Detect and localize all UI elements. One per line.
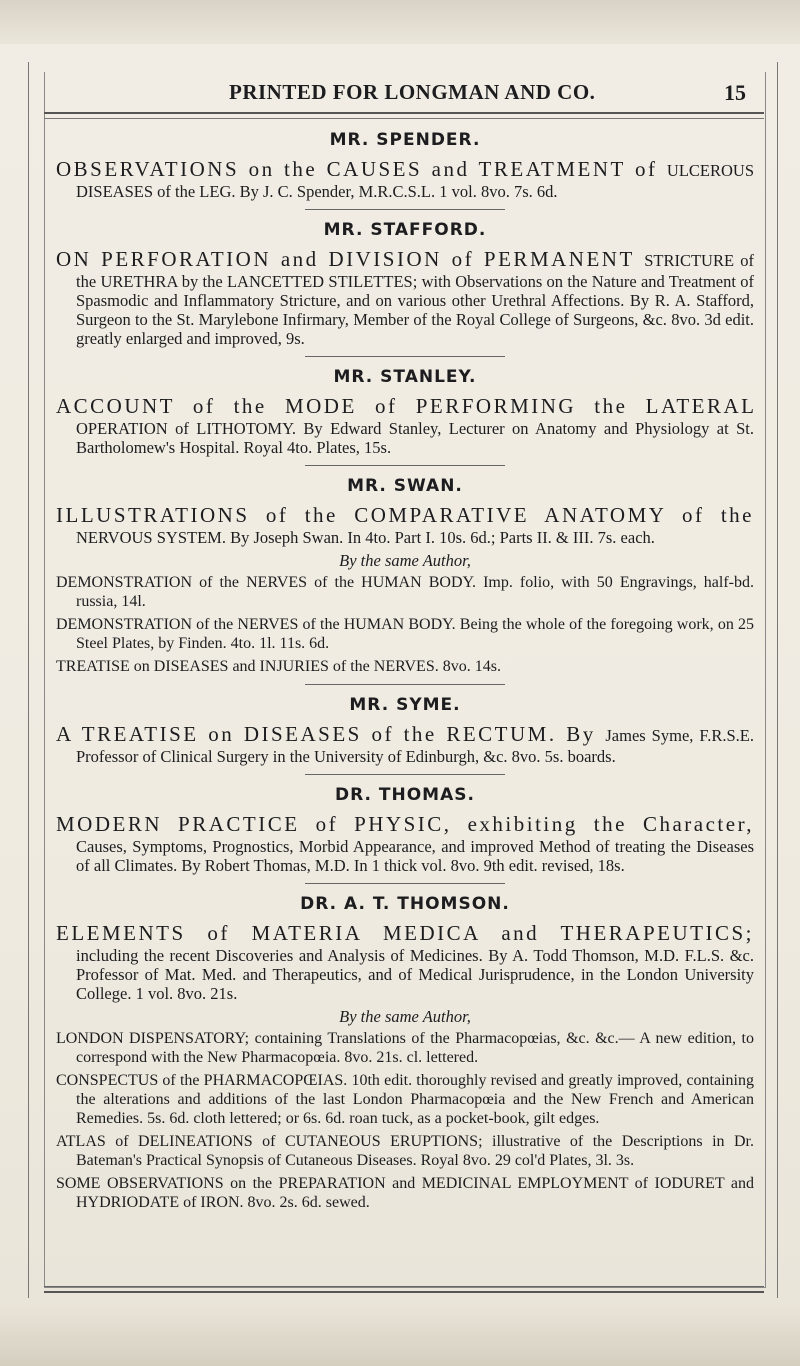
section-divider [305, 684, 505, 685]
running-head [44, 80, 764, 110]
book-entry [56, 921, 754, 1003]
section-swan [56, 476, 754, 676]
entry-text: Causes, Symptoms, Prognostics, Morbid Appearance, and improved Method of treating the Diseases of all Climates. By Robert Thomas, M.D. In 1 thick vol. 8vo. 9th edit. revised, 18s. [76, 837, 754, 875]
entry-lead: ON PERFORATION and DIVISION of PERMANENT [56, 247, 645, 271]
page-number: 15 [724, 80, 746, 105]
entry-text: OPERATION of LITHOTOMY. By Edward Stanley, Lecturer on Anatomy and Physiology at St. Bartholomew's Hospital. Royal 4to. Plates, 15s. [76, 419, 754, 457]
entry-lead: ILLUSTRATIONS of the COMPARATIVE ANATOMY of the [56, 503, 754, 527]
entry-lead: ELEMENTS of MATERIA MEDICA and THERAPEUTICS; [56, 921, 754, 945]
book-entry: DEMONSTRATION of the NERVES of the HUMAN BODY. Imp. folio, with 50 Engravings, half-bd. russia, 14l. [56, 574, 754, 610]
entry-lead: OBSERVATIONS on the CAUSES and TREATMENT of [56, 157, 667, 181]
entry-lead: ACCOUNT of the MODE of PERFORMING the LATERAL [56, 394, 754, 418]
book-entry: SOME OBSERVATIONS on the PREPARATION and MEDICINAL EMPLOYMENT of IODURET and HYDRIODATE of IRON. 8vo. 2s. 6d. sewed. [56, 1175, 754, 1211]
same-author-note: By the same Author, [339, 551, 471, 570]
entry-text: STRICTURE of the URETHRA by the LANCETTED STILETTES; with Observations on the Nature and Treatment of Spasmodic and Inflammatory Stricture, and on various other Urethral Affections. By R. A. Stafford, Surgeon to the St. Marylebone Infirmary, Member of the Royal College of Surgeons, &c. 8vo. 3d edit. greatly enlarged and improved, 9s. [76, 251, 754, 348]
same-author-note: By the same Author, [339, 1007, 471, 1026]
book-entry [56, 394, 754, 457]
page-top-edge [0, 0, 800, 44]
section-divider [305, 774, 505, 775]
section-stanley [56, 367, 754, 457]
book-entry [56, 503, 754, 547]
book-entry [56, 247, 754, 348]
page-bottom-edge [0, 1300, 800, 1366]
section-thomas [56, 785, 754, 875]
section-thomson [56, 894, 754, 1212]
entry-lead: MODERN PRACTICE of PHYSIC, exhibiting the Character, [56, 812, 754, 836]
section-spender [56, 130, 754, 201]
author-heading: DR. A. T. THOMSON. [300, 894, 510, 914]
section-divider [305, 209, 505, 210]
book-entry: LONDON DISPENSATORY; containing Translations of the Pharmacopœias, &c. &c.— A new edition, to correspond with the New Pharmacopœia. 8vo. 21s. cl. lettered. [56, 1030, 754, 1066]
author-heading: MR. STAFFORD. [323, 220, 487, 240]
running-title: PRINTED FOR LONGMAN AND CO. [229, 80, 596, 104]
book-entry: ATLAS of DELINEATIONS of CUTANEOUS ERUPTIONS; illustrative of the Descriptions in Dr. Bateman's Practical Synopsis of Cutaneous Diseases. Royal 8vo. 29 col'd Plates, 3l. 3s. [56, 1133, 754, 1169]
section-divider [305, 465, 505, 466]
author-heading: MR. SPENDER. [329, 130, 481, 150]
entry-text: ULCEROUS DISEASES of the LEG. By J. C. Spender, M.R.C.S.L. 1 vol. 8vo. 7s. 6d. [76, 161, 754, 201]
book-entry: CONSPECTUS of the PHARMACOPŒIAS. 10th edit. thoroughly revised and greatly improved, containing the alterations and additions of the last London Pharmacopœia and the New French and American Remedies. 5s. 6d. cloth lettered; or 6s. 6d. roan tuck, as a pocket-book, gilt edges. [56, 1072, 754, 1127]
header-rule [44, 112, 764, 119]
book-entry: TREATISE on DISEASES and INJURIES of the NERVES. 8vo. 14s. [56, 658, 501, 675]
entry-text: James Syme, F.R.S.E. Professor of Clinical Surgery in the University of Edinburgh, &c. 8vo. 5s. boards. [76, 726, 754, 766]
section-stafford [56, 220, 754, 348]
entry-text: including the recent Discoveries and Analysis of Medicines. By A. Todd Thomson, M.D. F.L.S. &c. Professor of Mat. Med. and Therapeutics, and of Medical Jurisprudence, in the London University College. 1 vol. 8vo. 21s. [76, 946, 754, 1003]
author-heading: MR. SYME. [349, 695, 461, 715]
author-heading: MR. STANLEY. [333, 367, 477, 387]
author-heading: DR. THOMAS. [335, 785, 475, 805]
section-syme [56, 695, 754, 766]
author-heading: MR. SWAN. [347, 476, 463, 496]
footer-rule [44, 1286, 764, 1293]
entry-lead: A TREATISE on DISEASES of the RECTUM. By [56, 722, 606, 746]
section-divider [305, 356, 505, 357]
entry-text: NERVOUS SYSTEM. By Joseph Swan. In 4to. Part I. 10s. 6d.; Parts II. & III. 7s. each. [76, 528, 655, 547]
book-entry [56, 812, 754, 875]
section-divider [305, 883, 505, 884]
book-entry [56, 157, 754, 201]
catalogue-content [56, 130, 754, 1216]
book-entry [56, 722, 754, 766]
book-entry: DEMONSTRATION of the NERVES of the HUMAN BODY. Being the whole of the foregoing work, on 25 Steel Plates, by Finden. 4to. 1l. 11s. 6d. [56, 616, 754, 652]
